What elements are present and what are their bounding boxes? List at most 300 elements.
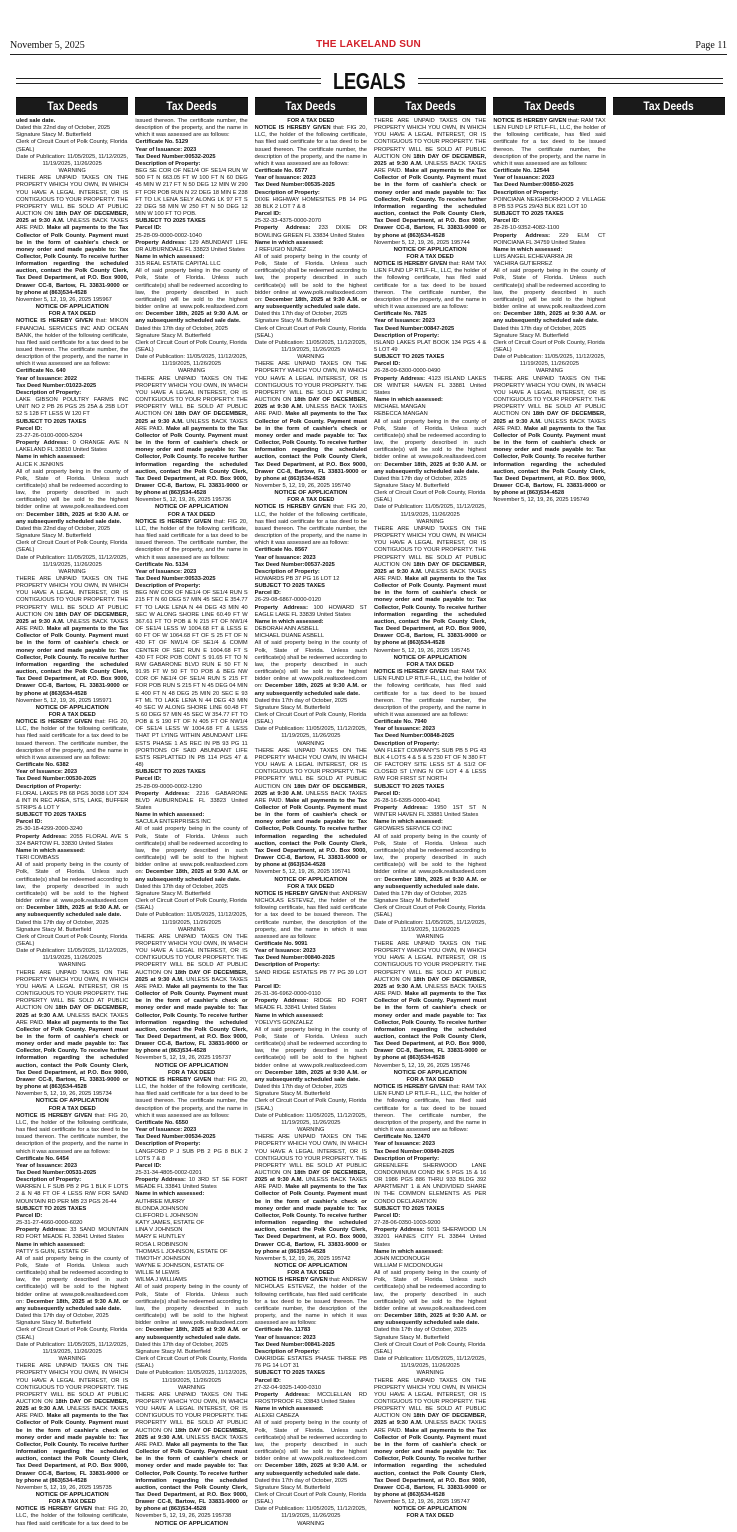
clerk-line-part: Clerk of Circuit Court of Polk County, Florida xyxy=(135,1356,247,1363)
publication-dates-part: Date of Publication: 11/05/2025, 11/12/2025, 11/19/2025, 11/26/2025 xyxy=(16,948,129,962)
clerk-line xyxy=(16,934,128,941)
notice-intro-part: that: xyxy=(330,125,347,132)
dated-line xyxy=(16,125,128,132)
signature-part: Signature Stacy M. Butterfield xyxy=(254,1091,330,1098)
signature xyxy=(16,927,128,934)
property-address-part: Property Address: xyxy=(16,833,71,840)
run-dates-part: 195742 xyxy=(331,1255,351,1262)
year-of-issuance xyxy=(135,1127,247,1134)
assessed-name xyxy=(135,1263,247,1270)
tax-deed-number-part: Tax Deed Number:00841-2025 xyxy=(254,1341,335,1348)
clerk-line xyxy=(255,326,367,333)
warning-text-part: THERE ARE UNPAID TAXES ON THE PROPERTY WHICH YOU OWN, IN WHICH YOU HAVE A LEGAL INTEREST, OR IS CONTIGUOUS TO YOUR PROPERTY. THE PROPERTY WILL BE SOLD AT PUBLIC AUCTION ON xyxy=(16,175,129,218)
run-dates-part: November 5, 12, 19, 26, 2025 xyxy=(135,1513,213,1520)
clerk-line-part: Clerk of Circuit Court of Polk County, Florida xyxy=(135,898,247,905)
tax-deed-number-part: Tax Deed Number:00537-2025 xyxy=(254,561,335,568)
year-of-issuance xyxy=(255,175,367,182)
dated-line-part: Dated this 17th day of October, 2025 xyxy=(254,1477,348,1484)
seal xyxy=(16,1335,128,1342)
tax-deed-number-part: Tax Deed Number:00840-2025 xyxy=(254,955,335,962)
certificate-number xyxy=(255,168,367,175)
continued-text xyxy=(16,118,128,125)
dated-line xyxy=(255,1084,367,1091)
county-text-part: December 18th, 2025 at 9:30 A.M. or any subsequently scheduled sale date. xyxy=(373,461,487,475)
notice-intro-part: NOTICE IS HEREBY GIVEN xyxy=(254,504,331,511)
run-dates-part: November 5, 12, 19, 26, 2025 xyxy=(16,296,93,303)
year-of-issuance xyxy=(493,175,605,182)
publication-dates-part: Date of Publication: 11/05/2025, 11/12/2025, 11/19/2025, 11/26/2025 xyxy=(254,1112,367,1126)
notice-title-part: NOTICE OF APPLICATION xyxy=(155,1520,228,1527)
publication-dates-part: Date of Publication: 11/05/2025, 11/12/2025, 11/19/2025, 11/26/2025 xyxy=(254,726,367,740)
warning-heading-part: WARNING xyxy=(535,368,564,375)
assessed-name-part: WILMA J WILLIAMS xyxy=(135,1277,187,1284)
description-label xyxy=(374,333,486,340)
description-label-part: Description of Property: xyxy=(16,389,82,396)
assessed-label xyxy=(255,619,367,626)
warning-text-part: THERE ARE UNPAID TAXES ON THE PROPERTY WHICH YOU OWN, IN WHICH YOU HAVE A LEGAL INTEREST, OR IS CONTIGUOUS TO YOUR PROPERTY. THE PROPERTY WILL BE SOLD AT PUBLIC AUCTION ON xyxy=(493,375,606,418)
seal xyxy=(255,333,367,340)
year-of-issuance-part: Year of Issuance: 2023 xyxy=(373,1141,436,1148)
notice-intro xyxy=(16,719,128,762)
county-text xyxy=(255,1420,367,1477)
property-description-part: BEG SE COR OF NE1/4 OF SE1/4 RUN W 500 FT N 663.05 FT W 100 FT N 60 DEG 45 MIN W 217 FT N 50 DEG 12 MIN W 290 FT FOR POB RUN N 22 DEG 18 MIN E 238 FT TO LK LENA SELY ALONG LK 97 FT S 22 DEG 58 MIN W 250 FT N 50 DEG 12 MIN W 100 FT TO POB. xyxy=(135,168,248,218)
county-text xyxy=(135,826,247,883)
run-dates xyxy=(135,1513,247,1520)
seal-part: (SEAL) xyxy=(135,905,154,912)
assessed-name-part: BLONDA JOHNSON xyxy=(135,1205,188,1212)
warning-text-part: 18th DAY OF DECEMBER, 2025 at 9:30 A.M. xyxy=(254,1169,367,1184)
property-address xyxy=(374,376,486,397)
signature-part: Signature Stacy M. Butterfield xyxy=(493,332,569,339)
publication-dates xyxy=(374,920,486,934)
assessed-label-part: Name in which assessed: xyxy=(16,847,85,854)
description-label-part: Description of Property: xyxy=(493,189,559,196)
dated-line xyxy=(16,526,128,533)
notice-intro-part: , the holder of the following certificate, has filed said certificate for a tax deed to be issued thereon. The certificate number, the description of the property, and the name in which it was assessed are as follows: xyxy=(373,1091,487,1134)
county-text-part: December 18th, 2025 at 9:30 A.M. or any subsequently scheduled sale date. xyxy=(373,1313,487,1327)
warning-text xyxy=(16,576,128,698)
notice-intro-part: , the holder of the following certificate, has filed said certificate for a tax deed to be issued thereon. The certificate number, the description of the property, and the name in which it was assessed are as follows: xyxy=(135,1084,248,1119)
assessed-name-part: CLIFFORD L JOHNSON xyxy=(135,1212,198,1219)
warning-text-part: UNLESS BACK TAXES ARE PAID. xyxy=(254,790,367,804)
notice-intro-part: NOTICE IS HEREBY GIVEN xyxy=(493,118,567,124)
property-address-part: Property Address: xyxy=(135,1177,189,1184)
parcel-label xyxy=(374,361,486,368)
tax-deed-number-part: Tax Deed Number:00533-2025 xyxy=(135,576,216,582)
publication-dates xyxy=(255,340,367,354)
subject-to-taxes-part: SUBJECT TO 2025 TAXES xyxy=(373,1205,445,1212)
notice-title xyxy=(374,655,486,662)
clerk-line-part: Clerk of Circuit Court of Polk County, Florida xyxy=(373,1341,486,1348)
warning-text xyxy=(255,1134,367,1256)
clerk-line-part: Clerk of Circuit Court of Polk County, Florida xyxy=(16,139,128,146)
certificate-number-part: Certificate No. 12470 xyxy=(373,1134,430,1141)
warning-text-part: Make all payments to the Tax Collector of Polk County. Payment must be in the form of cashier's check or money order and made payable to: Tax Collector, Polk County. To receive further information regarding the scheduled auction, contact the Polk County Clerk, Tax Deed Department, at P.O. Box 9000, Drawer CC-8, Bartow, FL 33831-9000 or by phone at (863)534-4528 xyxy=(254,411,367,482)
notice-title xyxy=(255,877,367,884)
property-address xyxy=(255,605,367,619)
parcel-id-part: 25-32-33-4375-0000-2070 xyxy=(254,218,322,225)
dated-line-part: Dated this 17th day of October, 2025 xyxy=(135,325,228,332)
property-address-part: RIDGE RD FORT MEADE FL 33841 United States xyxy=(254,998,367,1012)
warning-heading-part: WARNING xyxy=(297,1127,325,1134)
parcel-id-part: 26-28-09-6300-0000-0490 xyxy=(373,368,441,375)
dated-line xyxy=(374,1327,486,1334)
dated-line-part: Dated this 22nd day of October, 2025 xyxy=(16,525,111,532)
column-header xyxy=(493,97,605,115)
notice-intro-part: ANDREW NICHOLAS ESTEVEZ xyxy=(254,1277,367,1291)
property-address-part: Property Address: xyxy=(373,1227,428,1234)
notice-intro xyxy=(493,118,605,168)
notice-intro-part: that: xyxy=(566,118,581,124)
notice-title-part: NOTICE OF APPLICATION xyxy=(35,1492,109,1498)
assessed-name xyxy=(255,1413,367,1420)
notice-title xyxy=(255,1270,367,1277)
warning-text-part: 18th DAY OF DECEMBER, 2025 at 9:30 A.M. xyxy=(135,411,248,425)
notice-title xyxy=(255,118,367,125)
publication-dates-part: Date of Publication: 11/05/2025, 11/12/2025, 11/19/2025, 11/26/2025 xyxy=(254,1506,367,1520)
legal-notices-body xyxy=(16,118,725,1532)
seal xyxy=(374,1349,486,1356)
county-text xyxy=(374,419,486,476)
notice-intro xyxy=(374,669,486,719)
warning-text xyxy=(374,526,486,648)
assessed-name xyxy=(135,819,247,826)
notice-intro-part: that: xyxy=(92,1506,109,1513)
assessed-label-part: Name in which assessed: xyxy=(373,1248,443,1255)
column-header xyxy=(613,97,725,115)
assessed-name xyxy=(135,1249,247,1256)
publication-dates-part: Date of Publication: 11/05/2025, 11/12/2025, 11/19/2025, 11/26/2025 xyxy=(16,1341,129,1355)
warning-text-part: 18th DAY OF DECEMBER, 2025 at 9:30 A.M. xyxy=(254,783,367,797)
publication-dates xyxy=(255,1506,367,1520)
notice-title xyxy=(374,1070,486,1077)
notice-title-part: FOR A TAX DEED xyxy=(48,1499,96,1506)
parcel-id-part: 26-28-16-6395-0000-4041 xyxy=(373,797,441,804)
column-header-label: Tax Deeds xyxy=(405,99,456,113)
county-text-part: All of said property being in the county of Polk, State of Florida. Unless such certificate(s) shall be redeemed according to law, the property described in such certificate(s) will be sold to the highest bidder online at www.polk.realtaxdeed.com on: xyxy=(254,1420,367,1470)
warning-text-part: 18th DAY OF DECEMBER, 2025 at 9:30 A.M. xyxy=(16,611,129,625)
assessed-name xyxy=(135,1242,247,1249)
year-of-issuance xyxy=(255,948,367,955)
notice-title-part: NOTICE OF APPLICATION xyxy=(393,246,467,253)
notice-title xyxy=(255,490,367,497)
warning-text xyxy=(16,1363,128,1485)
signature xyxy=(255,1091,367,1098)
certificate-number-part: Certificate No. 5129 xyxy=(135,139,189,146)
warning-text-part: THERE ARE UNPAID TAXES ON THE PROPERTY WHICH YOU OWN, IN WHICH YOU HAVE A LEGAL INTEREST, OR IS CONTIGUOUS TO YOUR PROPERTY. THE PROPERTY WILL BE SOLD AT PUBLIC AUCTION ON xyxy=(373,940,487,983)
year-of-issuance xyxy=(135,569,247,576)
assessed-label-part: Name in which assessed: xyxy=(254,1406,324,1413)
column-header xyxy=(374,97,486,115)
notice-title-part: FOR A TAX DEED xyxy=(167,1069,216,1076)
signature-part: Signature Stacy M. Butterfield xyxy=(135,1348,211,1355)
seal xyxy=(255,1499,367,1506)
notice-title-part: NOTICE OF APPLICATION xyxy=(393,654,467,661)
property-description-part: HOWARDS PB 37 PG 16 LOT 12 xyxy=(254,576,340,582)
warning-heading xyxy=(16,962,128,969)
seal-part: (SEAL) xyxy=(254,719,273,726)
assessed-label xyxy=(16,1242,128,1249)
subject-to-taxes xyxy=(374,354,486,361)
parcel-id xyxy=(255,1385,367,1392)
property-address-part: 2055 FLORAL AVE S 324 BARTOW FL 33830 United States xyxy=(16,833,129,847)
warning-heading xyxy=(135,1385,247,1392)
warning-heading xyxy=(255,354,367,361)
publication-dates-part: Date of Publication: 11/05/2025, 11/12/2025, 11/19/2025, 11/26/2025 xyxy=(254,339,367,353)
assessed-name-part: SACULA ENTERPRISES INC xyxy=(135,819,211,826)
warning-heading-part: WARNING xyxy=(297,1520,325,1527)
warning-heading-part: WARNING xyxy=(297,740,325,747)
description-label-part: Description of Property: xyxy=(254,962,320,969)
subject-to-taxes-part: SUBJECT TO 2025 TAXES xyxy=(16,1205,87,1212)
seal-part: (SEAL) xyxy=(135,1363,154,1370)
subject-to-taxes xyxy=(255,583,367,590)
warning-text-part: THERE ARE UNPAID TAXES ON THE PROPERTY WHICH YOU OWN, IN WHICH YOU HAVE A LEGAL INTEREST, OR IS CONTIGUOUS TO YOUR PROPERTY. THE PROPERTY WILL BE SOLD AT PUBLIC AUCTION ON xyxy=(135,933,248,976)
notice-title-part: FOR A TAX DEED xyxy=(406,661,454,668)
county-text-part: All of said property being in the county of Polk, State of Florida. Unless such certificate(s) shall be redeemed according to law, the property described in such certificate(s) will be sold to the highest bidder online at www.polk.realtaxdeed.com on: xyxy=(254,253,367,303)
year-of-issuance-part: Year of Issuance: 2023 xyxy=(373,726,436,733)
notice-title xyxy=(374,1077,486,1084)
warning-text-part: Make all payments to the Tax Collector of Polk County. Payment must be in the form of cashier's check or money order and made payable to: Tax Collector, Polk County. To receive further information regarding the scheduled auction, contact the Polk County Clerk, Tax Deed Department, at P.O. Box 9000, Drawer CC-8, Bartow, FL 33831-9000 or by phone at (863)534-4528 xyxy=(493,425,606,497)
header-rule xyxy=(10,54,727,55)
year-of-issuance xyxy=(374,1141,486,1148)
dated-line xyxy=(135,884,247,891)
assessed-name xyxy=(374,1263,486,1270)
notice-title xyxy=(16,1098,128,1105)
seal-part: (SEAL) xyxy=(373,1348,393,1355)
notice-title-part: NOTICE OF APPLICATION xyxy=(155,1062,228,1069)
property-address-part: Property Address: xyxy=(135,790,197,797)
publication-dates-part: Date of Publication: 11/05/2025, 11/12/2025, 11/19/2025, 11/26/2025 xyxy=(374,504,487,518)
assessed-label xyxy=(255,240,367,247)
notice-title xyxy=(16,1106,128,1113)
warning-text xyxy=(16,175,128,297)
parcel-label-part: Parcel ID: xyxy=(493,218,520,225)
parcel-id-part: 25-31-34-4805-0002-0201 xyxy=(135,1169,202,1176)
assessed-name-part: MICHAEL MANGAN xyxy=(373,404,426,411)
parcel-label xyxy=(135,1163,247,1170)
parcel-label xyxy=(255,1378,367,1385)
parcel-label xyxy=(16,426,128,433)
publication-dates-part: Date of Publication: 11/05/2025, 11/12/2025, 11/19/2025, 11/26/2025 xyxy=(135,1370,248,1384)
page-header xyxy=(0,0,737,56)
warning-heading-part: WARNING xyxy=(416,933,444,940)
section-banner xyxy=(16,67,723,94)
seal xyxy=(135,347,247,354)
warning-text-part: UNLESS BACK TAXES ARE PAID. xyxy=(16,1012,129,1026)
notice-title xyxy=(374,662,486,669)
signature-part: Signature Stacy M. Butterfield xyxy=(16,1320,92,1327)
run-dates xyxy=(16,1091,128,1098)
warning-heading-part: WARNING xyxy=(416,518,444,525)
warning-text-part: Make all payments to the Tax Collector of Polk County. Payment must be in the form of cashier's check or money order and made payable to: Tax Collector, Polk County. To receive further information regarding the scheduled auction, contact the Polk County Clerk, Tax Deed Department, at P.O. Box 9000, Drawer CC-8, Bartow, FL 33831-9000 or by phone at (863)534-4528 xyxy=(254,1184,367,1255)
run-dates-part: November 5, 12, 19, 26, 2025 xyxy=(16,1484,93,1491)
description-label xyxy=(16,390,128,397)
certificate-number xyxy=(374,1134,486,1141)
property-description xyxy=(135,590,247,769)
notice-intro-part: , the holder of the following certificate, has filed said certificate for a tax deed to be issued thereon. The certificate number, the description of the property, and the name in which it was assessed are as follows: xyxy=(373,268,487,311)
warning-heading-part: WARNING xyxy=(297,354,325,361)
notice-title-part: FOR A TAX DEED xyxy=(406,1513,454,1520)
tax-deed-number xyxy=(374,733,486,740)
county-text xyxy=(493,268,605,325)
description-label xyxy=(493,190,605,197)
clerk-line xyxy=(255,1492,367,1499)
continued-text-part: uled sale date. xyxy=(16,118,56,124)
warning-text xyxy=(135,934,247,1056)
run-dates-part: 195734 xyxy=(92,1091,112,1098)
run-dates xyxy=(135,1055,247,1062)
parcel-id xyxy=(16,1220,128,1227)
notice-title xyxy=(255,497,367,504)
notice-title xyxy=(16,1499,128,1506)
warning-heading xyxy=(374,934,486,941)
property-address-part: 233 DIXIE DR BOWLING GREEN FL 33834 United States xyxy=(254,225,367,239)
county-text xyxy=(135,1284,247,1341)
parcel-id xyxy=(374,368,486,375)
run-dates-part: 195967 xyxy=(92,296,112,303)
warning-text-part: Make all payments to the Tax Collector of Polk County. Payment must be in the form of cashier's check or money order and made payable to: Tax Collector, Polk County. To receive further information regarding the scheduled auction, contact the Polk County Clerk, Tax Deed Department, at P.O. Box 9000, Drawer CC-8, Bartow, FL 33831-9000 or by phone at (863)534-4528 xyxy=(373,168,487,239)
run-dates-part: November 5, 12, 19, 26, 2025 xyxy=(373,1062,451,1069)
clerk-line xyxy=(135,898,247,905)
warning-text xyxy=(374,1378,486,1500)
notice-intro-part: , the holder of the following certificate, has filed said certificate for a tax deed to be issued thereon. The certificate number, the description of the property, and the name in which it was assessed are as follows: xyxy=(16,1119,129,1155)
warning-text-part: 18th DAY OF DECEMBER, 2025 at 9:30 A.M. xyxy=(254,397,367,411)
run-dates xyxy=(374,240,486,247)
run-dates-part: 195736 xyxy=(212,497,232,504)
assessed-name xyxy=(135,1199,247,1206)
run-dates-part: 195745 xyxy=(450,647,470,654)
publication-dates-part: Date of Publication: 11/05/2025, 11/12/2025, 11/19/2025, 11/26/2025 xyxy=(135,354,248,368)
property-address xyxy=(374,1227,486,1248)
assessed-label-part: Name in which assessed: xyxy=(16,1241,85,1248)
property-description-part: OAKRIDGE ESTATES PHASE THREE PB 76 PG 14 LOT 31 xyxy=(254,1356,367,1370)
assessed-name-part: TIMOTHY JOHNSON xyxy=(135,1255,191,1262)
assessed-name xyxy=(374,1256,486,1263)
subject-to-taxes-part: SUBJECT TO 2025 TAXES xyxy=(373,354,445,361)
description-label-part: Description of Property: xyxy=(16,1177,82,1184)
property-description-part: ISLAND LAKES PLAT BOOK 134 PGS 4 & 5 LOT 49 xyxy=(373,339,487,353)
notice-intro-part: NOTICE IS HEREBY GIVEN xyxy=(254,890,328,897)
assessed-label xyxy=(493,247,605,254)
notice-intro-part: FIG 20, LLC xyxy=(16,1112,129,1126)
warning-text xyxy=(255,748,367,870)
signature-part: Signature Stacy M. Butterfield xyxy=(373,482,450,489)
run-dates xyxy=(493,497,605,504)
property-address-part: 1950 1ST ST N WINTER HAVEN FL 33881 United States xyxy=(373,805,487,819)
run-dates xyxy=(16,698,128,705)
parcel-id xyxy=(374,1220,486,1227)
assessed-name xyxy=(135,1213,247,1220)
description-label xyxy=(374,741,486,748)
publication-dates xyxy=(255,1113,367,1127)
assessed-name xyxy=(493,261,605,268)
description-label-part: Description of Property: xyxy=(16,783,82,790)
county-text xyxy=(255,254,367,311)
subject-to-taxes-part: SUBJECT TO 2025 TAXES xyxy=(373,783,445,790)
run-dates-part: November 5, 12, 19, 26, 2025 xyxy=(16,1091,93,1098)
clerk-line-part: Clerk of Circuit Court of Polk County, Florida xyxy=(373,490,486,497)
tax-deed-number xyxy=(255,182,367,189)
warning-text-part: Make all payments to the Tax Collector of Polk County. Payment must be in the form of cashier's check or money order and made payable to: Tax Collector, Polk County. To receive further information regarding the scheduled auction, contact the Polk County Clerk, Tax Deed Department, at P.O. Box 9000, Drawer CC-8, Bartow, FL 33831-9000 or by phone at (863)534-4528 xyxy=(135,425,248,497)
subject-to-taxes-part: SUBJECT TO 2025 TAXES xyxy=(493,211,564,218)
dated-line-part: Dated this 22nd day of October, 2025 xyxy=(16,125,111,132)
legal-notice xyxy=(135,1063,247,1521)
signature-part: Signature Stacy M. Butterfield xyxy=(373,898,450,905)
property-address-part: 129 ABUNDANT LIFE DR AUBURNDALE FL 33823 United States xyxy=(135,239,248,253)
property-address xyxy=(255,1392,367,1406)
county-text-part: December 18th, 2025 at 9:30 A.M. or any subsequently scheduled sale date. xyxy=(254,1463,367,1477)
county-text-part: All of said property being in the county of Polk, State of Florida. Unless such certificate(s) shall be redeemed according to law, the property described in such certificate(s) will be sold to the highest bidder online at www.polk.realtaxdeed.com on: xyxy=(254,640,367,690)
publication-dates-part: Date of Publication: 11/05/2025, 11/12/2025, 11/19/2025, 11/26/2025 xyxy=(493,354,606,368)
warning-text-part: Make all payments to the Tax Collector of Polk County. Payment must be in the form of cashier's check or money order and made payable to: Tax Collector, Polk County. To receive further information regarding the scheduled auction, contact the Polk County Clerk, Tax Deed Department, at P.O. Box 9000, Drawer CC-8, Bartow, FL 33831-9000 or by phone at (863)534-4528 xyxy=(16,225,129,296)
parcel-label xyxy=(135,225,247,232)
year-of-issuance xyxy=(374,726,486,733)
year-of-issuance-part: Year of Issuance: 2023 xyxy=(254,1334,316,1341)
warning-text-part: Make all payments to the Tax Collector of Polk County. Payment must be in the form of cashier's check or money order and made payable to: Tax Collector, Polk County. To receive further information regarding the scheduled auction, contact the Polk County Clerk, Tax Deed Department, at P.O. Box 9000, Drawer CC-8, Bartow, FL 33831-9000 or by phone at (863)534-4528 xyxy=(373,1427,487,1498)
legal-notice xyxy=(374,655,486,1070)
clerk-line-part: Clerk of Circuit Court of Polk County, Florida xyxy=(254,1492,367,1498)
county-text-part: All of said property being in the county of Polk, State of Florida. Unless such certificate(s) shall be redeemed according to law, the property described in such certificate(s) will be sold to the highest bidder online at www.polk.realtaxdeed.com on: xyxy=(16,468,129,518)
run-dates-part: 195746 xyxy=(450,1062,470,1069)
parcel-label xyxy=(135,776,247,783)
notice-title xyxy=(374,247,486,254)
newspaper-title: THE LAKELAND SUN xyxy=(316,39,421,50)
warning-heading xyxy=(374,1370,486,1377)
parcel-label xyxy=(255,984,367,991)
publication-dates-part: Date of Publication: 11/05/2025, 11/12/2025, 11/19/2025, 11/26/2025 xyxy=(374,1356,487,1370)
parcel-label-part: Parcel ID: xyxy=(254,1377,281,1384)
seal-part: (SEAL) xyxy=(254,332,273,339)
property-address-part: 229 ELM CT POINCIANA FL 34759 United States xyxy=(493,232,606,246)
parcel-label-part: Parcel ID: xyxy=(135,776,162,783)
assessed-name xyxy=(135,1234,247,1241)
tax-deed-number xyxy=(16,383,128,390)
legal-notice xyxy=(16,304,128,705)
parcel-label-part: Parcel ID: xyxy=(16,1212,43,1219)
publication-dates xyxy=(374,1356,486,1370)
publication-dates xyxy=(135,912,247,926)
publication-dates xyxy=(16,154,128,168)
run-dates-part: 195737 xyxy=(212,1055,232,1062)
seal xyxy=(255,1106,367,1113)
run-dates xyxy=(255,483,367,490)
run-dates-part: November 5, 12, 19, 26, 2025 xyxy=(135,497,213,504)
description-label-part: Description of Property: xyxy=(135,1141,201,1148)
property-description-part: DIXIE HIGHWAY HOMESITES PB 14 PG 38 BLK 2 LOT 7 & 8 xyxy=(254,196,367,210)
notice-title xyxy=(135,1070,247,1077)
notice-intro-part: , the holder of the following certificate, has filed said certificate for a tax deed to be issued thereon. The certificate number, the description of the property, and the name in which it was assessed are as follows: xyxy=(254,1284,367,1327)
clerk-line xyxy=(135,340,247,347)
notice-intro-part: RAM TAX LIEN FUND LP RTLF-FL, LLC xyxy=(373,669,487,683)
warning-text-part: 18th DAY OF DECEMBER, 2025 at 9:30 A.M. xyxy=(16,1398,129,1413)
signature xyxy=(16,1320,128,1327)
signature xyxy=(374,898,486,905)
tax-deed-number xyxy=(374,1149,486,1156)
subject-to-taxes xyxy=(135,218,247,225)
clerk-line-part: Clerk of Circuit Court of Polk County, Florida xyxy=(254,325,367,332)
run-dates-part: 195971 xyxy=(92,697,112,704)
property-address-part: 2216 GABARONE BLVD AUBURNDALE FL 33823 United States xyxy=(135,790,248,811)
county-text-part: December 18th, 2025 at 9:30 A.M. or any subsequently scheduled sale date. xyxy=(254,1069,367,1083)
warning-text xyxy=(374,941,486,1063)
subject-to-taxes-part: SUBJECT TO 2025 TAXES xyxy=(135,769,206,776)
year-of-issuance xyxy=(255,555,367,562)
notice-title-part: FOR A TAX DEED xyxy=(287,497,335,504)
property-address-part: 4123 ISLAND LAKES DR WINTER HAVEN FL 33881 United States xyxy=(373,375,487,396)
assessed-label xyxy=(255,1013,367,1020)
description-label xyxy=(255,962,367,969)
